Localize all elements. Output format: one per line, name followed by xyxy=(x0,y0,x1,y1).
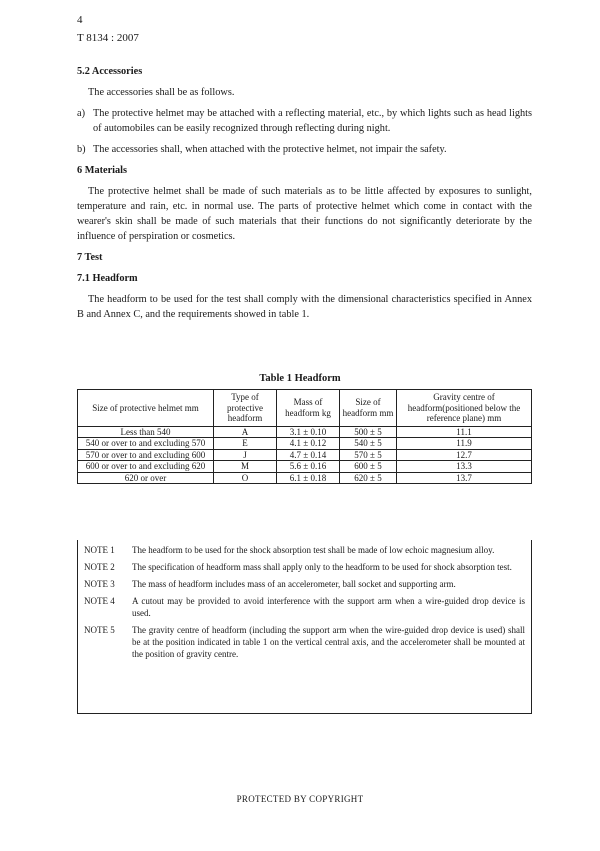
table-row xyxy=(78,426,532,438)
copyright-footer: PROTECTED BY COPYRIGHT xyxy=(236,794,364,804)
section-6-body: The protective helmet shall be made of such materials as to be little affected by exposures to sunlight, temperature and rain, etc. in normal use. The parts of protective helmet which come in contact with the wearer's skin shall be made of such materials that their functions do not significantly deteriorate by the influence of perspiration or cosmetics. xyxy=(77,186,532,242)
table-note xyxy=(84,595,525,619)
list-item xyxy=(77,142,532,157)
note-text: The gravity centre of headform (including the support arm when the wire-guided drop device is used) shall be at the position indicated in table 1 on the vertical central axis, and the accelerometer shall be mounted at the position of gravity centre. xyxy=(132,625,525,659)
table-cell: A xyxy=(214,426,277,438)
table-cell: J xyxy=(214,449,277,461)
table-cell: M xyxy=(214,461,277,473)
table-notes xyxy=(77,540,532,714)
table-cell: 600 or over to and excluding 620 xyxy=(78,461,214,473)
table-cell: 11.9 xyxy=(397,438,532,450)
list-item-label: a) xyxy=(77,108,85,119)
table-cell: 13.7 xyxy=(397,472,532,484)
note-text: The mass of headform includes mass of an accelerometer, ball socket and supporting arm. xyxy=(132,579,456,589)
note-label: NOTE 4 xyxy=(84,596,115,606)
table-cell: 540 or over to and excluding 570 xyxy=(78,438,214,450)
table-cell: 500 ± 5 xyxy=(340,426,397,438)
table-cell: Less than 540 xyxy=(78,426,214,438)
note-text: A cutout may be provided to avoid interference with the support arm when a wire-guided drop device is used. xyxy=(132,596,525,618)
table-note xyxy=(84,578,525,590)
table-cell: 570 or over to and excluding 600 xyxy=(78,449,214,461)
headform-table xyxy=(77,389,532,484)
column-header: Mass of headform kg xyxy=(277,390,340,427)
list-item-text: The accessories shall, when attached with the protective helmet, not impair the safety. xyxy=(93,144,447,155)
table-note xyxy=(84,561,525,573)
list-item-text: The protective helmet may be attached with a reflecting material, etc., by which lights such as head lights of automobiles can be easily recognized through reflecting during night. xyxy=(93,108,532,134)
table-row xyxy=(78,472,532,484)
table-cell: 600 ± 5 xyxy=(340,461,397,473)
standard-designation: T 8134 : 2007 xyxy=(77,32,139,44)
table-cell: 540 ± 5 xyxy=(340,438,397,450)
table-row xyxy=(78,449,532,461)
note-label: NOTE 3 xyxy=(84,579,115,589)
note-label: NOTE 1 xyxy=(84,545,115,555)
section-5-2-intro: The accessories shall be as follows. xyxy=(88,87,235,98)
note-text: The headform to be used for the shock absorption test shall be made of low echoic magnesium alloy. xyxy=(132,545,495,555)
table-cell: 620 or over xyxy=(78,472,214,484)
table-cell: E xyxy=(214,438,277,450)
table-cell: 4.7 ± 0.14 xyxy=(277,449,340,461)
column-header: Size of headform mm xyxy=(340,390,397,427)
section-heading-7-1: 7.1 Headform xyxy=(77,273,138,284)
section-heading-7: 7 Test xyxy=(77,252,103,263)
list-item-label: b) xyxy=(77,144,86,155)
section-heading-6: 6 Materials xyxy=(77,165,128,176)
table-note xyxy=(84,624,525,660)
note-label: NOTE 2 xyxy=(84,562,115,572)
column-header: Type of protective headform xyxy=(214,390,277,427)
table-header-row xyxy=(78,390,532,427)
body-text xyxy=(77,64,532,322)
table-cell: 570 ± 5 xyxy=(340,449,397,461)
note-text: The specification of headform mass shall apply only to the headform to be used for shock absorption test. xyxy=(132,562,512,572)
table-cell: 13.3 xyxy=(397,461,532,473)
table-note xyxy=(84,544,525,556)
section-heading-5-2: 5.2 Accessories xyxy=(77,66,143,77)
column-header: Gravity centre of headform(positioned below the reference plane) mm xyxy=(397,390,532,427)
list-item xyxy=(77,106,532,136)
section-7-1-body: The headform to be used for the test shall comply with the dimensional characteristics specified in Annex B and Annex C, and the requirements showed in table 1. xyxy=(77,294,532,320)
table-row xyxy=(78,461,532,473)
table-cell: 12.7 xyxy=(397,449,532,461)
table-cell: 5.6 ± 0.16 xyxy=(277,461,340,473)
table-cell: 3.1 ± 0.10 xyxy=(277,426,340,438)
page-number: 4 xyxy=(77,14,83,26)
table-row xyxy=(78,438,532,450)
column-header: Size of protective helmet mm xyxy=(78,390,214,427)
table-title: Table 1 Headform xyxy=(259,373,341,384)
table-cell: 4.1 ± 0.12 xyxy=(277,438,340,450)
table-cell: 6.1 ± 0.18 xyxy=(277,472,340,484)
table-cell: 620 ± 5 xyxy=(340,472,397,484)
table-cell: O xyxy=(214,472,277,484)
note-label: NOTE 5 xyxy=(84,625,115,635)
table-cell: 11.1 xyxy=(397,426,532,438)
